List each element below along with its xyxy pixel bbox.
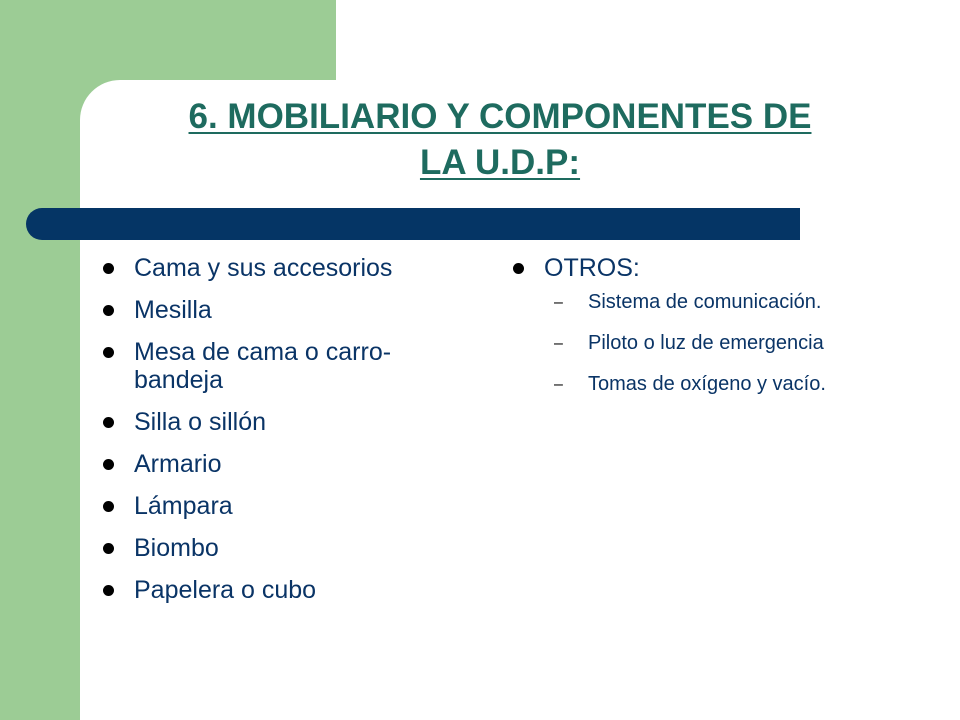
dash-icon: –: [554, 376, 563, 393]
list-item: [100, 492, 480, 520]
bullet-icon: [103, 417, 114, 428]
sub-item-text: Piloto o luz de emergencia: [588, 332, 824, 354]
others-sublist: [544, 291, 850, 396]
sub-list-item: [544, 291, 850, 314]
list-item: [510, 254, 850, 396]
green-top-block: [80, 0, 336, 80]
list-item-text: Mesilla: [134, 296, 212, 324]
list-item: [100, 338, 480, 394]
dash-icon: –: [554, 335, 563, 352]
slide-title: [100, 94, 900, 186]
list-item-text: Papelera o cubo: [134, 576, 317, 604]
sub-list-item: [544, 332, 850, 355]
bullet-icon: [103, 305, 114, 316]
list-item-text: Cama y sus accesorios: [134, 254, 393, 282]
bullet-icon: [103, 459, 114, 470]
sub-item-text: Sistema de comunicación.: [588, 291, 822, 313]
list-item-text: Biombo: [134, 534, 219, 562]
list-item: [100, 254, 480, 282]
list-item-text: Mesa de cama o carro- bandeja: [134, 338, 392, 394]
others-list: [510, 254, 850, 414]
title-line-2: LA U.D.P:: [419, 143, 581, 182]
green-sidebar: [0, 0, 80, 720]
bullet-icon: [103, 543, 114, 554]
bullet-icon: [103, 501, 114, 512]
list-item: [100, 296, 480, 324]
list-item: [100, 408, 480, 436]
bullet-icon: [103, 347, 114, 358]
sub-list-item: [544, 373, 850, 396]
list-item: [100, 450, 480, 478]
bullet-icon: [513, 263, 524, 274]
list-item: [100, 534, 480, 562]
sub-item-text: Tomas de oxígeno y vacío.: [588, 373, 826, 395]
title-divider-bar: [26, 208, 800, 240]
dash-icon: –: [554, 294, 563, 311]
list-item-text: Armario: [134, 450, 222, 478]
bullet-icon: [103, 263, 114, 274]
bullet-icon: [103, 585, 114, 596]
furniture-list: [100, 254, 480, 618]
title-line-1: 6. MOBILIARIO Y COMPONENTES DE: [188, 97, 812, 136]
list-item-text: Silla o sillón: [134, 408, 267, 436]
list-item: [100, 576, 480, 604]
others-heading: OTROS:: [544, 254, 640, 282]
list-item-text: Lámpara: [134, 492, 233, 520]
